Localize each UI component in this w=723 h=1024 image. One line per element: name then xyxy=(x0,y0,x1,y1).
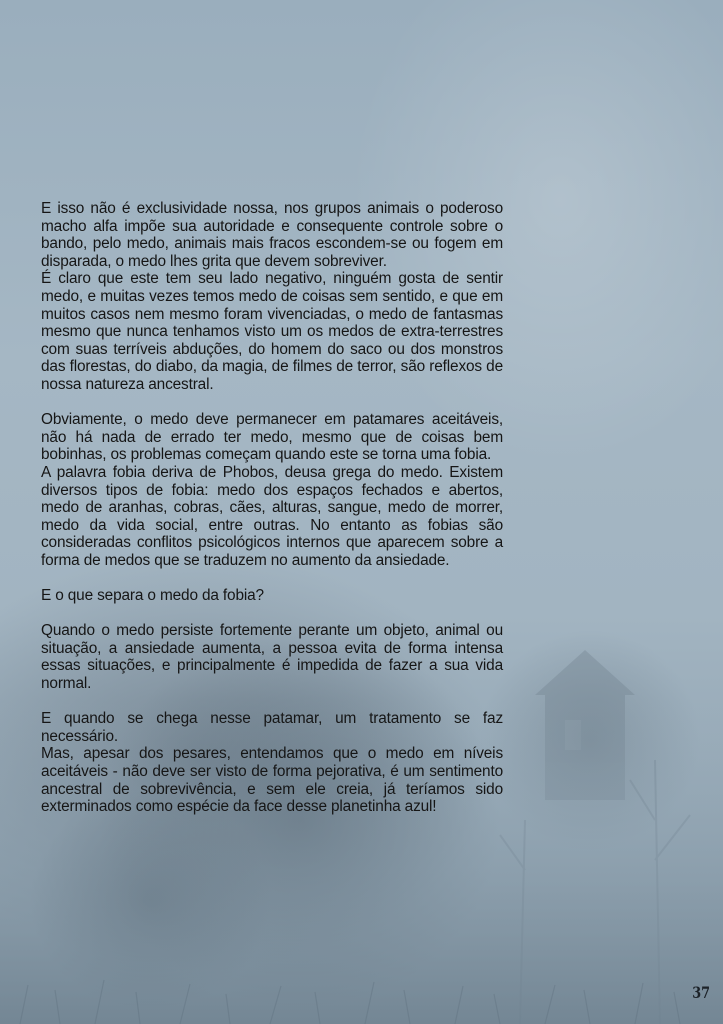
paragraph: E quando se chega nesse patamar, um tratamento se faz necessário. xyxy=(41,710,503,745)
question-paragraph: E o que separa o medo da fobia? xyxy=(41,587,264,605)
paragraph: E isso não é exclusividade nossa, nos grupos animais o poderoso macho alfa impõe sua autoridade e consequente controle sobre o bando, pelo medo, animais mais fracos escondem-se ou fogem em disparada, o medo lhes grita que devem sobreviver. xyxy=(41,200,503,270)
paragraph: Mas, apesar dos pesares, entendamos que o medo em níveis aceitáveis - não deve ser visto de forma pejorativa, é um sentimento ancestral de sobrevivência, e sem ele creia, já teríamos sido exterminados como espécie da face desse planetinha azul! xyxy=(41,745,503,816)
page-number: 37 xyxy=(691,983,710,1002)
article-text xyxy=(41,200,503,816)
paragraph: É claro que este tem seu lado negativo, ninguém gosta de sentir medo, e muitas vezes temos medo de coisas sem sentido, e que em muitos casos nem mesmo foram vivenciadas, o medo de fantasmas mesmo que nunca tenhamos visto um os medos de extra-terrestres com suas terríveis abduções, do homem do saco ou dos monstros das florestas, do diabo, da magia, de filmes de terror, são reflexos de nossa natureza ancestral. xyxy=(41,270,503,393)
paragraph: A palavra fobia deriva de Phobos, deusa grega do medo. Existem diversos tipos de fobia: medo dos espaços fechados e abertos, medo de aranhas, cobras, cães, alturas, sangue, medo de morrer, medo da vida social, entre outras. No entanto as fobias são consideradas conflitos psicológicos internos que aparecem sobre a forma de medos que se traduzem no aumento da ansiedade. xyxy=(41,463,503,569)
paragraph: Obviamente, o medo deve permanecer em patamares aceitáveis, não há nada de errado ter medo, mesmo que de coisas bem bobinhas, os problemas começam quando este se torna uma fobia. xyxy=(41,411,503,464)
paragraph: Quando o medo persiste fortemente perante um objeto, animal ou situação, a ansiedade aumenta, a pessoa evita de forma intensa essas situações, e principalmente é impedida de fazer a sua vida normal. xyxy=(41,622,503,693)
